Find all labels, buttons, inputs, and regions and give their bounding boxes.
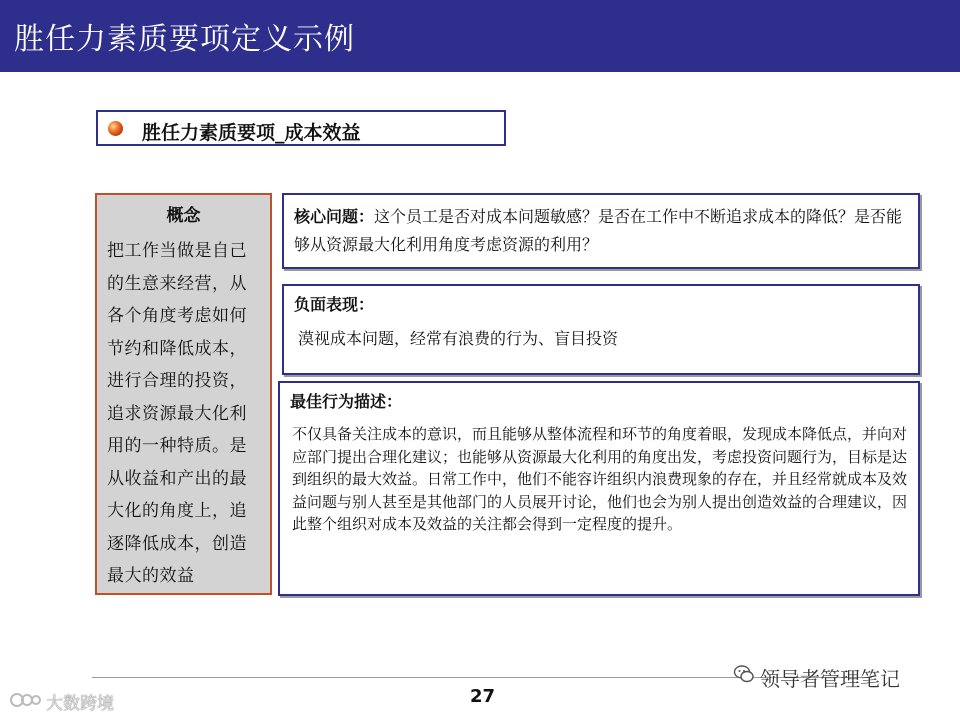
negative-label: 负面表现： [294,295,375,314]
core-question-text: 这个员工是否对成本问题敏感？是否在工作中不断追求成本的降低？是否能够从资源最大化利用角度考虑资源的利用？ [294,207,903,254]
best-behavior-label: 最佳行为描述： [290,392,403,411]
logo-watermark: 大数跨境 [46,694,114,714]
concept-text: 把工作当做是自己的生意来经营，从各个角度考虑如何节约和降低成本，进行合理的投资，追求资源最大化利用的一种特质。是从收益和产出的最大化的角度上，追逐降低成本，创造最大的效益 [107,241,247,586]
wechat-watermark: 领导者管理笔记 [760,667,900,691]
core-question-label: 核心问题： [294,207,375,226]
subtitle-box [96,110,506,146]
wechat-icon [733,663,755,685]
core-question-box [282,193,920,269]
negative-text: 漠视成本问题，经常有浪费的行为、盲目投资 [298,329,619,348]
slide-title: 胜任力素质要项定义示例 [14,22,355,57]
page-number: 27 [470,686,496,707]
brand-logo-icon [8,688,44,712]
footer-divider [92,677,872,678]
concept-title: 概念 [166,206,201,226]
bullet-icon [108,121,123,136]
negative-box [282,284,920,375]
concept-box [95,193,272,595]
best-behavior-text: 不仅具备关注成本的意识，而且能够从整体流程和环节的角度着眼，发现成本降低点，并向对应部门提出合理化建议；也能够从资源最大化利用的角度出发，考虑投资问题行为，目标是达到组织的最大效益。日常工作中，他们不能容许组织内浪费现象的存在，并且经常就成本及效益问题与别人甚至是其他部门的人员展开讨论，他们也会为别人提出创造效益的合理建议，因此整个组织对成本及效益的关注都会得到一定程度的提升。 [292,425,908,533]
best-behavior-box [278,381,920,596]
title-bar [0,0,960,72]
core-question-content [294,203,908,259]
subtitle-text: 胜任力素质要项_成本效益 [142,122,361,144]
